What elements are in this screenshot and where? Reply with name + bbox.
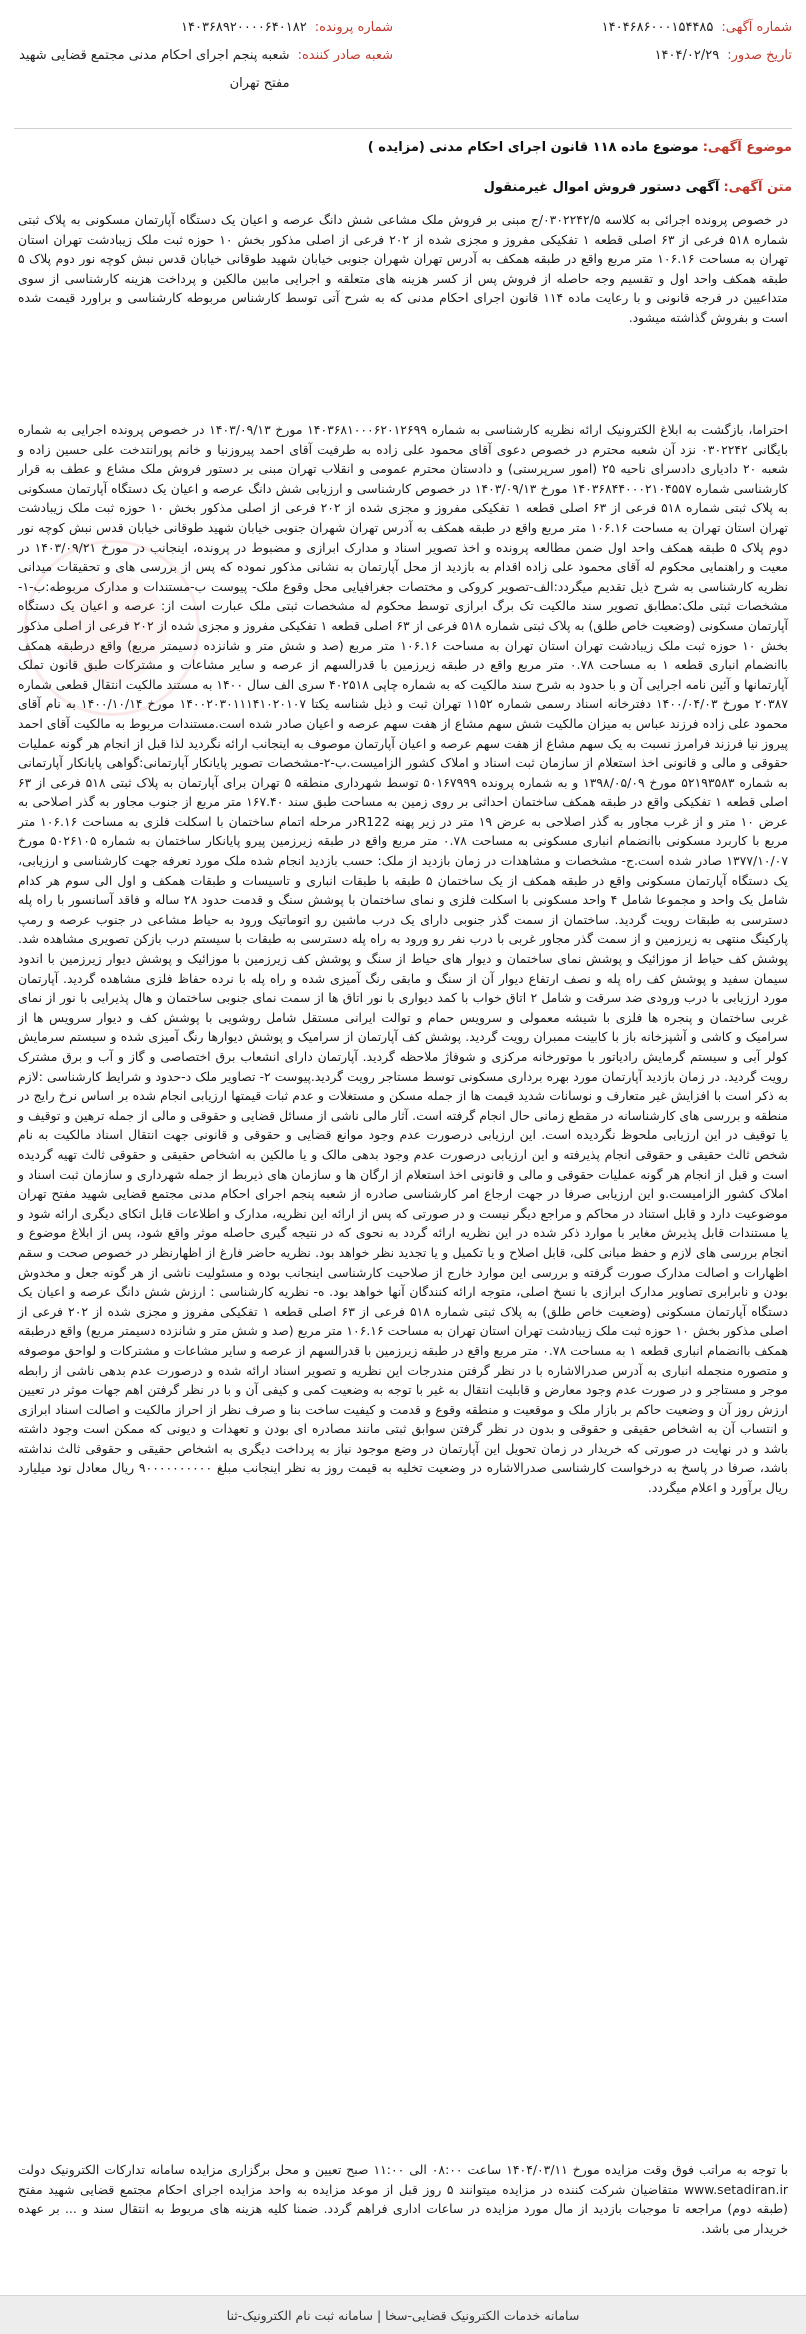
- title-line: [14, 180, 792, 195]
- topic-line: [14, 140, 792, 155]
- issuer-row: [14, 42, 393, 98]
- issue-date-row: [413, 42, 792, 98]
- case-number: ۱۴۰۳۶۸۹۲۰۰۰۰۶۴۰۱۸۲: [181, 20, 307, 35]
- issue-date-label: تاریخ صدور:: [727, 48, 792, 63]
- header-grid: [14, 14, 792, 98]
- issuer: شعبه پنجم اجرای احکام مدنی مجتمع قضایی شهید مفتح تهران: [19, 48, 290, 91]
- case-number-label: شماره پرونده:: [314, 20, 393, 35]
- footer-bar: [0, 2295, 806, 2334]
- case-number-row: [14, 14, 393, 42]
- topic-value: موضوع ماده ۱۱۸ قانون اجرای احکام مدنی (مزایده ): [367, 140, 699, 155]
- header-divider: [14, 128, 792, 129]
- title-label: متن آگهی:: [723, 180, 792, 195]
- notice-number-label: شماره آگهی:: [721, 20, 792, 35]
- body-paragraph-expert-report: احتراما، بازگشت به ابلاغ الکترونیک ارائه نظریه کارشناسی به شماره ۱۴۰۳۶۸۱۰۰۰۶۲۰۱۲۶۹۹ مورخ ۱۴۰۳/۰۹/۱۳ در خصوص پرونده اجرایی به شماره بایگانی ۰۳۰۲۲۴۲ نزد آن شعبه محترم در خصوص دعوی آقای محمود علی زاده به طرفیت آقای احمد پیروزنیا و خانم پورانتدخت علی حسین زاده و شعبه ۲۰ دادیاری دادسرای ناحیه ۲۵ (امور سرپرستی) و دادستان محترم عمومی و انقلاب تهران مبنی بر دستور فروش ملک مشاع و عطف به قرار کارشناسی شماره ۱۴۰۳۶۸۴۴۰۰۰۲۱۰۴۵۵۷ مورخ ۱۴۰۳/۰۹/۱۳ در خصوص کارشناسی و ارزیابی شش دانگ عرصه و اعیان یک دستگاه آپارتمان مسکونی به پلاک ثبتی شماره ۵۱۸ فرعی از ۶۳ اصلی قطعه ۱ تفکیکی مفروز و مجزی شده از ۲۰۲ فرعی از اصلی مذکور بخش ۱۰ حوزه ثبت ملک زیبادشت تهران استان تهران به مساحت ۱۰۶.۱۶ متر مربع واقع در طبقه همکف به آدرس تهران شهران جنوبی خیابان شهید طوقانی خیابان قدس نبش کوچه نور دوم پلاک ۵ طبقه همکف واحد اول ضمن مطالعه پرونده و اخذ تصویر اسناد و مدارک ابرازی و مضبوط در پرونده، اینجانب در مورخ ۱۴۰۳/۰۹/۲۱ در معیت و راهنمایی محکوم له آقای محمود علی زاده اقدام به بازدید از محل آپارتمان به نشانی مذکور نموده که پس از بررسی های و تحقیقات میدانی نظریه کارشناسی به شرح ذیل تقدیم میگردد:الف-تصویر کروکی و مختصات جغرافیایی محل وقوع ملک- پیوست ب-مستندات و مدارک مربوطه:ب-۱- مشخصات ثبتی ملک:مطابق تصویر سند مالکیت تک برگ ابرازی توسط محکوم له مشخصات ثبتی ملک عبارت است از: عرصه و اعیان یک دستگاه آپارتمان مسکونی (وضعیت خاص طلق) به پلاک ثبتی شماره ۵۱۸ فرعی از ۶۳ اصلی قطعه ۱ تفکیکی مفروز و مجزی شده از ۲۰۲ فرعی از اصلی مذکور بخش ۱۰ حوزه ثبت ملک زیبادشت تهران استان تهران به مساحت ۱۰۶.۱۶ متر مربع (صد و شش متر و شانزده دسیمتر مربع) واقع درطبقه همکف باانضمام انباری قطعه ۱ به مساحت ۰.۷۸ متر مربع واقع در طبقه زیرزمین با قدرالسهم از عرصه و سایر مشاعات و مشترکات طبق قانون تملک آپارتمانها و آئین نامه اجرایی آن و با حدود به شرح سند مالکیت که به شماره چاپی ۴۰۲۵۱۸ سری الف سال ۱۴۰۰ به مستند مالکیت انتقال قطعی شماره ۲۰۳۸۷ مورخ ۱۴۰۰/۰۴/۰۳ دفترخانه اسناد رسمی شماره ۱۱۵۲ تهران ثبت و ذیل شناسه یکتا ۱۴۰۰۲۰۳۰۱۱۱۴۱۰۲۰۱۰۷ مورخ ۱۴۰۰/۱۰/۱۴ به نام آقای محمود علی زاده فرزند عباس به میزان مالکیت شش سهم مشاع از هفت سهم عرصه و اعیان صادر شده است.مستندات مربوط به مالکیت آقای احمد پیروز نیا فرزند فرامرز نسبت به یک سهم مشاع از هفت سهم عرصه و اعیان آپارتمان موصوف به اینجانب ارائه نگردید لذا قبل از انجام هر گونه عملیات حقوقی و مالی و قانونی اخذ استعلام از سازمان ثبت اسناد و املاک کشور الزامیست.ب-۲-مشخصات تصویر پایانکار آپارتمانی:گواهی پایانکار آپارتمانی به شماره ۵۲۱۹۳۵۸۳ مورخ ۱۳۹۸/۰۵/۰۹ و به شماره پرونده ۵۰۱۶۷۹۹۹ توسط شهرداری منطقه ۵ تهران برای آپارتمان به پلاک ثبتی ۵۱۸ فرعی از ۶۳ اصلی قطعه ۱ تفکیکی واقع در طبقه همکف ساختمان احداثی بر روی زمین به مساحت طبق سند ۱۶۷.۴۰ متر مربع از جنوب مجاور به گذر اصلاحی به عرض ۱۰ متر و از غرب مجاور به گذر اصلاحی به عرض ۱۹ متر در زیر پهنه R122در مرحله اتمام ساختمان با اسکلت فلزی به مساحت ۱۰۶.۱۶ متر مربع با کاربرد مسکونی باانضمام انباری مسکونی به مساحت ۰.۷۸ متر مربع واقع در طبقه زیرزمین پیرو پایانکار ساختمان به شماره ۵۰۲۶۱۰۵ مورخ ۱۳۷۷/۱۰/۰۷ صادر شده است.ج- مشخصات و مشاهدات در زمان بازدید از ملک: حسب بازدید انجام شده ملک مورد تعرفه جهت کارشناسی و ارزیابی، یک دستگاه آپارتمان مسکونی واقع در طبقه همکف از یک ساختمان ۵ طبقه با طبقات انباری و تاسیسات و طبقات همکف و اول الی سوم هر کدام شامل یک واحد و مجموعا شامل ۴ واحد مسکونی با اسکلت فلزی و نمای ساختمان با پوشش سنگ و قدمت حدود ۲۸ ساله و فاقد آسانسور با راه پله دسترسی به طبقات رویت گردید. ساختمان از سمت گذر جنوبی دارای یک درب ماشین رو اتوماتیک ورود به حیاط مشاعی در جنوب عرصه و رمپ پارکینگ منتهی به زیرزمین و از سمت گذر مجاور غربی با درب نفر رو ورود به راه پله دسترسی به طبقات با سیستم درب بازکن تصویری مشاهده شد. پوشش کف حیاط از موزائیک و پوشش نمای ساختمان و دیوار های حیاط از سنگ و پوشش کف زیرزمین با موزائیک و پوشش دیوار زیرزمین با اندود سیمان سفید و پوشش کف راه پله و نصف ارتفاع دیوار آن از سنگ و مابقی رنگ آمیزی شده و راه پله با نرده حفاظ فلزی مشاهده گردید. آپارتمان مورد ارزیابی با درب ورودی ضد سرقت و شامل ۲ اتاق خواب با کمد دیواری با نور اتاق ها از سمت نمای جنوبی ساختمان و هال پذیرایی با نور از نمای غربی ساختمان و پنجره ها فلزی با شیشه معمولی و سرویس حمام و توالت ایرانی مستقل شامل روشویی با پوشش کف و دیوار سرویس ها از سرامیک و کاشی و آشپزخانه باز با کابینت ممبران رویت گردید. پوشش کف آپارتمان از سرامیک و پوشش دیوارها رنگ آمیزی شده و سیستم سرمایش کولر آبی و سیستم گرمایش رادیاتور با موتورخانه مرکزی و شوفاژ ملاحظه گردید. آپارتمان دارای انشعاب برق اختصاصی و گاز و آب و برق مشترک رویت گردید. در زمان بازدید آپارتمان مورد بهره برداری مسکونی توسط مستاجر رویت گردید.پیوست ۲- تصاویر ملک د-حدود و شرایط کارشناسی :لازم به ذکر است با افزایش غیر متعارف و نوسانات شدید قیمت ها از جمله مسکن و مستغلات و عدم ثبات قیمتها ارزیابی انجام شده بر اساس نرخ رایج در منطقه و بررسی های کارشناسانه در مقطع زمانی حال انجام گرفته است. آثار مالی ناشی از مسائل قضایی و حقوقی و مالی از جمله ترهین و توقیف و یا توقیف در این ارزیابی ملحوظ نگردیده است. این ارزیابی درصورت عدم وجود موانع قضایی و حقوقی و قانونی جهت انتقال اسناد مالکیت به نام شخص ثالث حقیقی و حقوقی انجام پذیرفته و این ارزیابی درصورت عدم وجود بدهی مالک و یا مالکین به اشخاص حقیقی و حقوقی ثالث تهیه گردیده است و قبل از انجام هر گونه عملیات حقوقی و مالی و قانونی اخذ استعلام از ارگان ها و سازمان های ذیربط از جمله شهرداری و سازمان ثبت اسناد و املاک کشور الزامیست.و این ارزیابی صرفا در جهت ارجاع امر کارشناسی صادره از شعبه پنجم اجرای احکام مدنی مجتمع قضایی شهید مفتح تهران موضوعیت دارد و قابل استناد در محاکم و مراجع دیگر نیست و در صورتی که پس از ارائه این نظریه، مدارک و اطلاعات قابل اتکای دیگری ارائه شود و یا مستندات قابل پذیرش مغایر با موارد ذکر شده در این نظریه ارائه گردد به نحوی که در نتیجه گیری حاصله موثر واقع شود، پس از ابلاغ موضوع و انجام بررسی های لازم و حفظ مبانی کلی، قابل اصلاح و یا تکمیل و یا تجدید نظر خواهد بود. نظریه حاضر فارغ از اظهارنظر در خصوص صحت و سقم اظهارات و اصالت مدارک صورت گرفته و بررسی این موارد خارج از صلاحیت کارشناسی اینجانب بوده و مسئولیت ناشی از هر گونه جعل و مخدوش بودن و نابرابری تصاویر مدارک ابرازی با نسخ اصلی، متوجه ارائه کنندگان آنها خواهد بود. ه- نظریه کارشناسی : ارزش شش دانگ عرصه و اعیان یک دستگاه آپارتمان مسکونی (وضعیت خاص طلق) به پلاک ثبتی شماره ۵۱۸ فرعی از ۶۳ اصلی قطعه ۱ تفکیکی مفروز و مجزی شده از ۲۰۲ فرعی از اصلی مذکور بخش ۱۰ حوزه ثبت ملک زیبادشت تهران استان تهران به مساحت ۱۰۶.۱۶ متر مربع (صد و شش متر و شانزده دسیمتر مربع) واقع درطبقه همکف باانضمام انباری قطعه ۱ به مساحت ۰.۷۸ متر مربع واقع در طبقه زیرزمین با قدرالسهم از عرصه و سایر مشاعات و مشترکات و لواحق موصوفه و متصوره منجمله انباری به آدرس صدرالاشاره با در نظر گرفتن مندرجات این نظریه و تصویر اسناد ارائه شده و درصورت عدم بدهی ناشی از رابطه موجر و مستاجر و در صورت عدم وجود معارض و قابلیت انتقال به غیر با توجه به وضعیت کمی و کیفی آن و با در نظر گرفتن اهم جهات موثر در تعیین ارزش روز آن و وضعیت حاکم بر بازار ملک و موقعیت و منطقه وقوع و قدمت و کیفیت ساخت بنا و صرف نظر از احراز مالکیت و اصالت اسناد ابرازی و انتساب آن به اشخاص حقیقی و حقوقی و بدون در نظر گرفتن سوابق ثبتی مانند مصادره ای بودن و تعهدات و دیونی که ممکن است وجود داشته باشد و در نهایت در صورتی که خریدار در زمان تحویل این آپارتمان در وضع موجود نیاز به پرداخت دیگری به اشخاص حقیقی و حقوقی ثالث نداشته باشد، صرفا در پاسخ به درخواست کارشناسی صدرالاشاره در وضعیت تخلیه به قیمت روز به نظر اینجانب مبلغ ۹۰۰۰۰۰۰۰۰۰۰ ریال معادل نود میلیارد ریال برآورد و اعلام میگردد.: [18, 422, 789, 1496]
- topic-label: موضوع آگهی:: [702, 140, 792, 155]
- notice-number: ۱۴۰۴۶۸۶۰۰۰۱۵۴۴۸۵: [601, 20, 714, 35]
- footer-text: سامانه خدمات الکترونیک قضایی-سخا | سامانه ثبت نام الکترونیک-ثنا: [226, 2307, 580, 2323]
- title-value: آگهی دستور فروش اموال غیرمنقول: [483, 180, 720, 195]
- body-paragraph-auction-terms: با توجه به مراتب فوق وقت مزایده مورخ ۱۴۰۴/۰۳/۱۱ ساعت ۰۸:۰۰ الی ۱۱:۰۰ صبح تعیین و محل برگزاری مزایده سامانه تدارکات الکترونیک دولت www.setadiran.ir متقاضیان شرکت کننده در مزایده میتوانند ۵ روز قبل از موعد مزایده به واحد مزایده اجرای احکام مجتمع قضایی شهید مفتح (طبقه دوم) مراجعه تا موجبات بازدید از مال مورد مزایده در ساعات اداری فراهم گردد. ضمنا کلیه هزینه های مربوط به انتقال سند و ... بر عهده خریدار می باشد.: [18, 2162, 788, 2236]
- issuer-label: شعبه صادر کننده:: [297, 48, 393, 63]
- issue-date: ۱۴۰۴/۰۲/۲۹: [654, 48, 720, 63]
- notice-number-row: [413, 14, 792, 42]
- body-paragraph-intro: در خصوص پرونده اجرائی به کلاسه ۰۳۰۲۲۴۲/۵/ج مبنی بر فروش ملک مشاعی شش دانگ عرصه و اعیان یک دستگاه آپارتمان مسکونی به پلاک ثبتی شماره ۵۱۸ فرعی از ۶۳ اصلی قطعه ۱ تفکیکی مفروز و مجزی شده از ۲۰۲ فرعی از اصلی مذکور بخش ۱۰ حوزه ثبت ملک زیبادشت تهران استان تهران به مساحت ۱۰۶.۱۶ متر مربع واقع در طبقه همکف به آدرس تهران شهران جنوبی خیابان شهید طوقانی خیابان قدس نبش کوچه نور دوم پلاک ۵ طبقه همکف واحد اول و تقسیم وجه حاصله از فروش پس از کسر هزینه های متعلقه و اجرایی مابین مالکین و پرداخت هزینه کارشناسی از سوی متداعیین در فرجه قانونی و با رعایت ماده ۱۱۴ قانون اجرای احکام مدنی که به شرح آتی توسط کارشناس مربوطه کارشناسی و براورد قیمت شده است و بفروش گذاشته میشود.: [18, 212, 789, 325]
